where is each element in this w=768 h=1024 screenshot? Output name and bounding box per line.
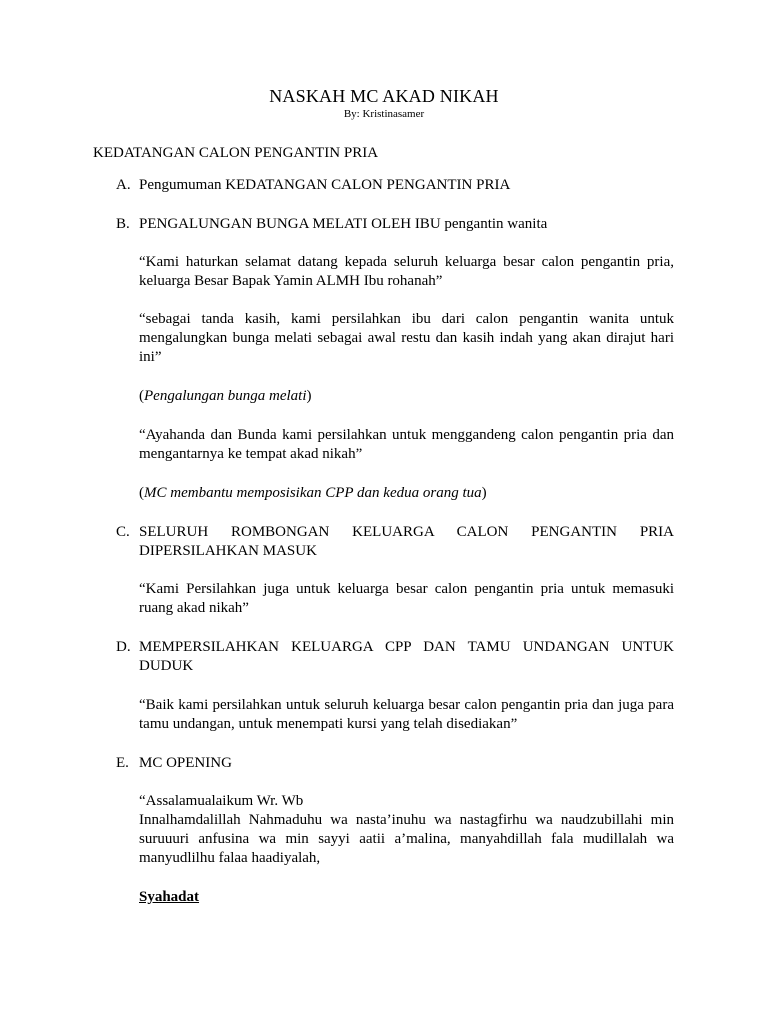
list-item-c <box>93 523 674 561</box>
opening-salam: “Assalamualaikum Wr. Wb <box>139 793 304 809</box>
paren-open: ( <box>139 388 144 404</box>
list-item-line-1: MEMPERSILAHKAN KELUARGA CPP DAN TAMU UNDANGAN UNTUK <box>139 639 674 655</box>
list-item-line-2: DIPERSILAHKAN MASUK <box>139 543 317 559</box>
paragraph-stage-note-1 <box>139 387 674 406</box>
opening-text: Innalhamdalillah Nahmaduhu wa nasta’inuhu wa nastagfirhu wa naudzubillahi min suruuuri anfusina wa min sayyi aatii a’malina, manyahdillah fala mudillalah wa manyudlilhu falaa haadiyalah, <box>139 812 674 866</box>
paragraph-gandeng: “Ayahanda dan Bunda kami persilahkan untuk menggandeng calon pengantin pria dan mengantarnya ke tempat akad nikah” <box>139 427 674 462</box>
paragraph-opening <box>139 792 674 868</box>
paragraph-duduk: “Baik kami persilahkan untuk seluruh keluarga besar calon pengantin pria dan juga para tamu undangan, untuk menempati kursi yang telah disediakan” <box>139 697 674 732</box>
paren-close: ) <box>306 388 312 404</box>
paragraph-welcome: “Kami haturkan selamat datang kepada seluruh keluarga besar calon pengantin pria, keluarga Besar Bapak Yamin ALMH Ibu rohanah” <box>139 254 674 289</box>
list-item-text <box>139 638 674 676</box>
paren-open: ( <box>139 485 144 501</box>
list-item-text: Pengumuman KEDATANGAN CALON PENGANTIN PRIA <box>139 177 511 193</box>
stage-note-italic: MC membantu memposisikan CPP dan kedua orang tua <box>144 485 482 501</box>
list-letter: E. <box>116 755 129 771</box>
list-item-a <box>93 176 674 195</box>
paragraph-masuk: “Kami Persilahkan juga untuk keluarga besar calon pengantin pria untuk memasuki ruang akad nikah” <box>139 581 674 616</box>
list-letter: B. <box>116 216 130 232</box>
list-item-d <box>93 638 674 676</box>
document-byline: By: Kristinasamer <box>343 108 425 120</box>
list-item-text <box>139 523 674 561</box>
syahadat-label: Syahadat <box>139 889 200 905</box>
list-item-e <box>93 754 674 773</box>
list-item-text: MC OPENING <box>139 755 232 771</box>
paren-close: ) <box>481 485 487 501</box>
list-item-line-2: DUDUK <box>139 658 194 674</box>
syahadat-heading <box>139 888 674 907</box>
list-letter: C. <box>116 524 130 540</box>
paragraph-kalung: “sebagai tanda kasih, kami persilahkan ibu dari calon pengantin wanita untuk mengalungkan bunga melati sebagai awal restu dan kasih indah yang akan dirajut hari ini” <box>139 311 674 365</box>
list-item-line-1: SELURUH ROMBONGAN KELUARGA CALON PENGANTIN PRIA <box>139 524 674 540</box>
list-item-b <box>93 215 674 234</box>
paragraph-stage-note-2 <box>139 484 674 503</box>
document-title: NASKAH MC AKAD NIKAH <box>269 86 499 106</box>
list-letter: A. <box>116 177 131 193</box>
section-heading: KEDATANGAN CALON PENGANTIN PRIA <box>93 145 379 161</box>
list-letter: D. <box>116 639 131 655</box>
stage-note-italic: Pengalungan bunga melati <box>144 388 307 404</box>
list-item-text: PENGALUNGAN BUNGA MELATI OLEH IBU pengantin wanita <box>139 216 548 232</box>
